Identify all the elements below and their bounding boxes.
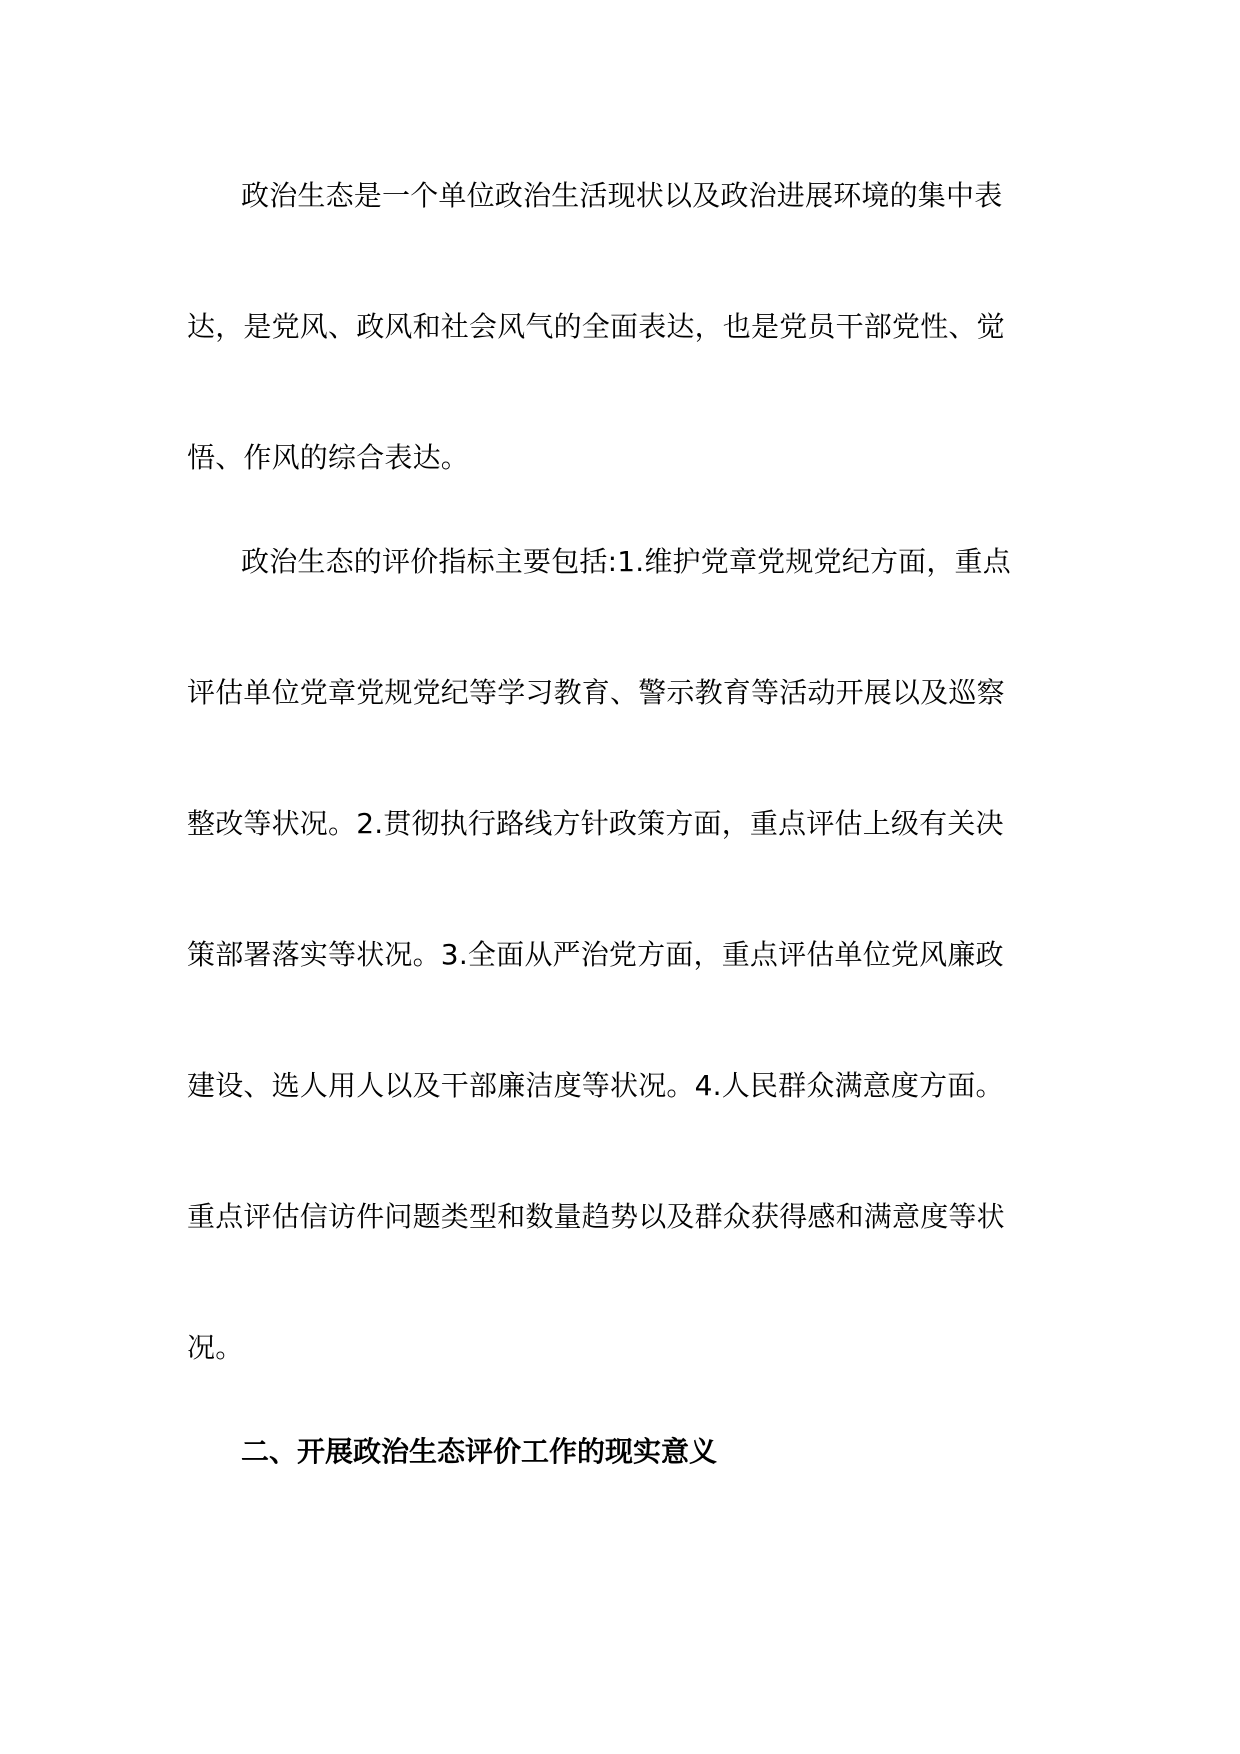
paragraph-line: 建设、选人用人以及干部廉洁度等状况。4.人民群众满意度方面。: [187, 1069, 1004, 1102]
paragraph-line: 况。: [187, 1331, 244, 1364]
paragraph-line: 策部署落实等状况。3.全面从严治党方面，重点评估单位党风廉政: [187, 938, 1004, 971]
paragraph-line: 评估单位党章党规党纪等学习教育、警示教育等活动开展以及巡察: [187, 676, 1005, 709]
paragraph-line: 达，是党风、政风和社会风气的全面表达，也是党员干部党性、觉: [187, 310, 1005, 343]
paragraph-line: 政治生态是一个单位政治生活现状以及政治进展环境的集中表: [241, 179, 1003, 212]
paragraph-line: 重点评估信访件问题类型和数量趋势以及群众获得感和满意度等状: [187, 1200, 1005, 1233]
section-heading: 二、开展政治生态评价工作的现实意义: [241, 1435, 718, 1468]
paragraph-line: 悟、作风的综合表达。: [187, 441, 470, 474]
paragraph-line: 政治生态的评价指标主要包括:1.维护党章党规党纪方面，重点: [241, 545, 1011, 578]
paragraph-line: 整改等状况。2.贯彻执行路线方针政策方面，重点评估上级有关决: [187, 807, 1004, 840]
